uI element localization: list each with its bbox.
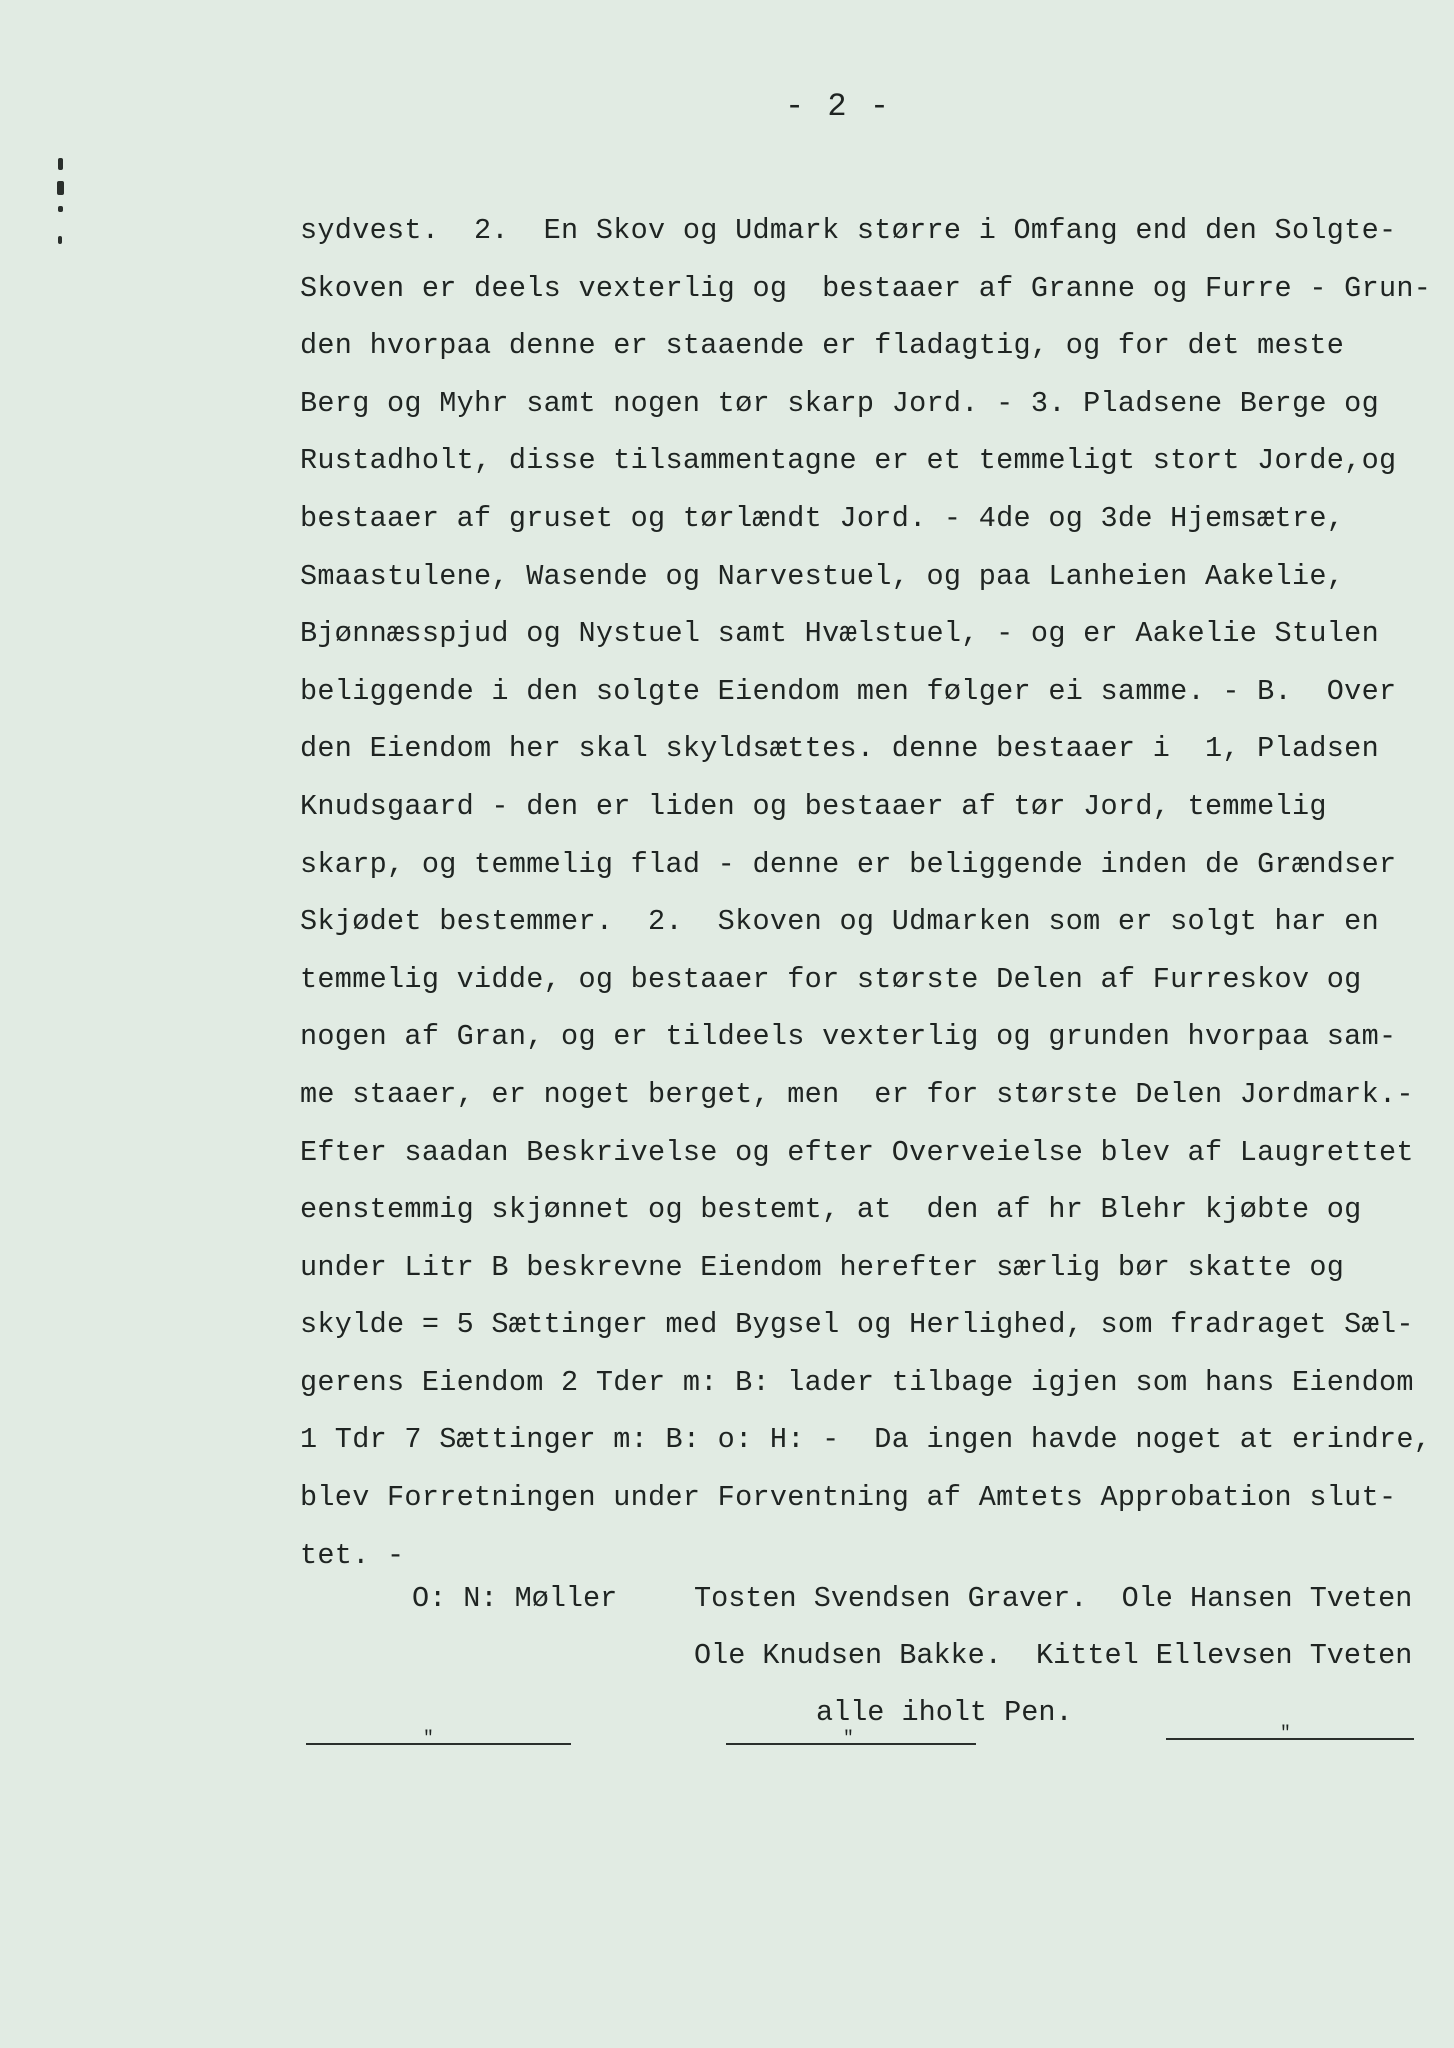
text-line: Berg og Myhr samt nogen tør skarp Jord. - 3. Pladsene Berge og	[300, 386, 1379, 420]
text-line: skarp, og temmelig flad - denne er beliggende inden de Grændser	[300, 847, 1397, 881]
text-line: gerens Eiendom 2 Tder m: B: lader tilbage igjen som hans Eiendom	[300, 1365, 1414, 1399]
margin-mark	[57, 181, 64, 195]
text-line: Skjødet bestemmer. 2. Skoven og Udmarken som er solgt har en	[300, 905, 1379, 939]
text-line: nogen af Gran, og er tildeels vexterlig og grunden hvorpaa sam-	[300, 1020, 1397, 1054]
page-number: - 2 -	[785, 88, 892, 125]
text-line: tet. -	[300, 1538, 405, 1572]
text-line: den hvorpaa denne er staaende er fladagtig, og for det meste	[300, 329, 1345, 363]
text-line: eenstemmig skjønnet og bestemt, at den af hr Blehr kjøbte og	[300, 1193, 1362, 1227]
text-line: me staaer, er noget berget, men er for største Delen Jordmark.-	[300, 1077, 1414, 1111]
text-line: sydvest. 2. En Skov og Udmark større i Omfang end den Solgte-	[300, 214, 1397, 247]
margin-mark	[58, 158, 63, 170]
rule-mark: "	[1280, 1724, 1291, 1744]
margin-mark	[58, 206, 63, 212]
text-line: beliggende i den solgte Eiendom men følger ei samme. - B. Over	[300, 674, 1397, 708]
text-line: bestaaer af gruset og tørlændt Jord. - 4de og 3de Hjemsætre,	[300, 501, 1345, 535]
text-line: Skoven er deels vexterlig og bestaaer af Granne og Furre - Grun-	[300, 271, 1432, 305]
text-line: under Litr B beskrevne Eiendom herefter særlig bør skatte og	[300, 1250, 1345, 1284]
document-body	[300, 202, 1440, 1584]
signature-moller: O: N: Møller	[412, 1582, 618, 1615]
text-line: den Eiendom her skal skyldsættes. denne bestaaer i 1, Pladsen	[300, 732, 1379, 766]
text-line: Knudsgaard - den er liden og bestaaer af tør Jord, temmelig	[300, 789, 1327, 823]
text-line: temmelig vidde, og bestaaer for største Delen af Furreskov og	[300, 962, 1362, 996]
margin-mark	[58, 236, 62, 244]
text-line: Smaastulene, Wasende og Narvestuel, og paa Lanheien Aakelie,	[300, 559, 1345, 593]
signature-witnesses-2: Ole Knudsen Bakke. Kittel Ellevsen Tveten	[694, 1639, 1413, 1672]
text-line: 1 Tdr 7 Sættinger m: B: o: H: - Da ingen havde noget at erindre,	[300, 1423, 1432, 1457]
text-line: skylde = 5 Sættinger med Bygsel og Herlighed, som fradraget Sæl-	[300, 1308, 1414, 1342]
rule-mark: "	[843, 1729, 854, 1749]
signature-note: alle iholt Pen.	[816, 1696, 1073, 1729]
text-line: Bjønnæsspjud og Nystuel samt Hvælstuel, - og er Aakelie Stulen	[300, 617, 1379, 651]
rule-mark: "	[423, 1729, 434, 1749]
text-line: Rustadholt, disse tilsammentagne er et temmeligt stort Jorde,og	[300, 444, 1397, 478]
signature-witnesses-1: Tosten Svendsen Graver. Ole Hansen Tveten	[694, 1582, 1413, 1615]
text-line: blev Forretningen under Forventning af Amtets Approbation slut-	[300, 1481, 1397, 1515]
closing-rule-left	[306, 1743, 571, 1745]
text-line: Efter saadan Beskrivelse og efter Overveielse blev af Laugrettet	[300, 1135, 1414, 1169]
